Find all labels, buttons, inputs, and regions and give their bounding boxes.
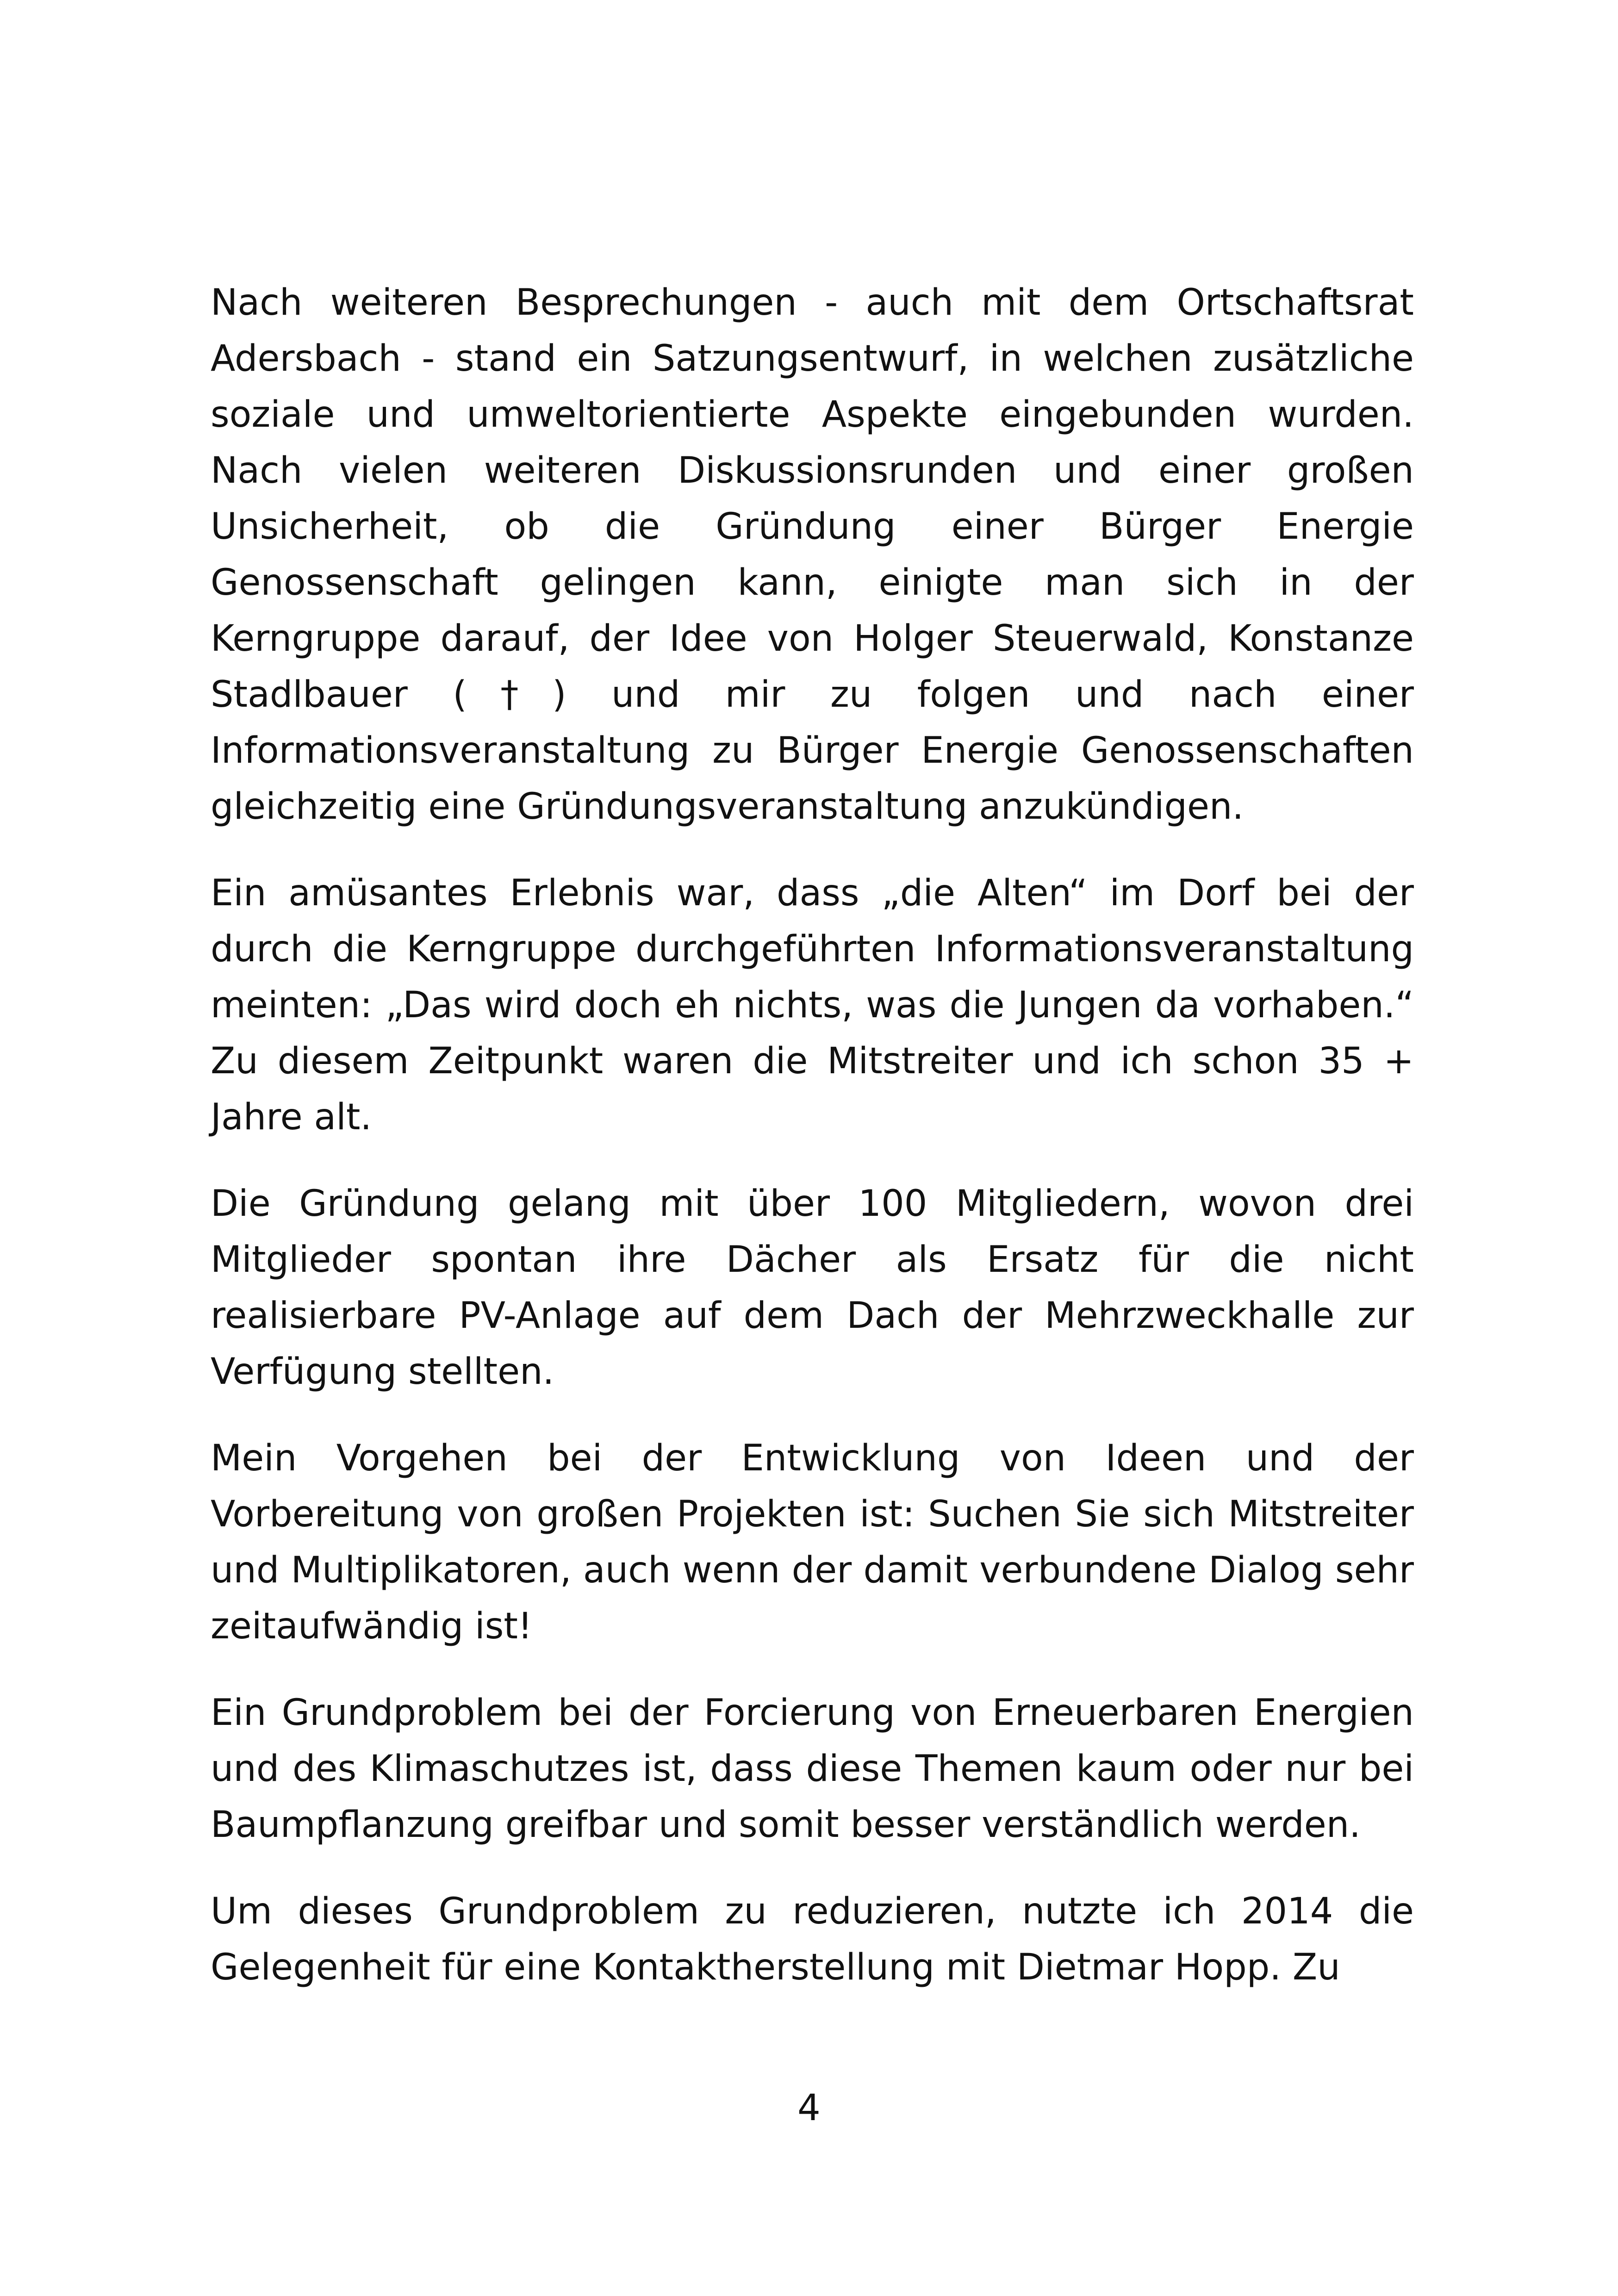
paragraph-1: Nach weiteren Besprechungen - auch mit dem Ortschaftsrat Adersbach - stand ein Satzungsentwurf, in welchen zusätzliche soziale und umweltorientierte Aspekte eingebunden wurden. Nach vielen weiteren Diskussionsrunden und einer großen Unsicherheit, ob die Gründung einer Bürger Energie Genossenschaft gelingen kann, einigte man sich in der Kerngruppe darauf, der Idee von Holger Steuerwald, Konstanze Stadlbauer (†) und mir zu folgen und nach einer Informationsveranstaltung zu Bürger Energie Genossenschaften gleichzeitig eine Gründungsveranstaltung anzukündigen. (211, 282, 1414, 828)
paragraph-6: Um dieses Grundproblem zu reduzieren, nutzte ich 2014 die Gelegenheit für eine Kontaktherstellung mit Dietmar Hopp. Zu (211, 1891, 1414, 1988)
body-text (211, 275, 1414, 1996)
paragraph-5: Ein Grundproblem bei der Forcierung von Erneuerbaren Energien und des Klimaschutzes ist, dass diese Themen kaum oder nur bei Baumpflanzung greifbar und somit besser verständlich werden. (211, 1692, 1414, 1846)
paragraph-2: Ein amüsantes Erlebnis war, dass „die Alten“ im Dorf bei der durch die Kerngruppe durchgeführten Informationsveranstaltung meinten: „Das wird doch eh nichts, was die Jungen da vorhaben.“ Zu diesem Zeitpunkt waren die Mitstreiter und ich schon 35 + Jahre alt. (211, 872, 1414, 1138)
paragraph-4: Mein Vorgehen bei der Entwicklung von Ideen und der Vorbereitung von großen Projekten ist: Suchen Sie sich Mitstreiter und Multiplikatoren, auch wenn der damit verbundene Dialog sehr zeitaufwändig ist! (211, 1437, 1414, 1647)
page-number: 4 (797, 2087, 821, 2129)
paragraph-3: Die Gründung gelang mit über 100 Mitgliedern, wovon drei Mitglieder spontan ihre Dächer als Ersatz für die nicht realisierbare PV-Anlage auf dem Dach der Mehrzweckhalle zur Verfügung stellten. (211, 1183, 1414, 1393)
